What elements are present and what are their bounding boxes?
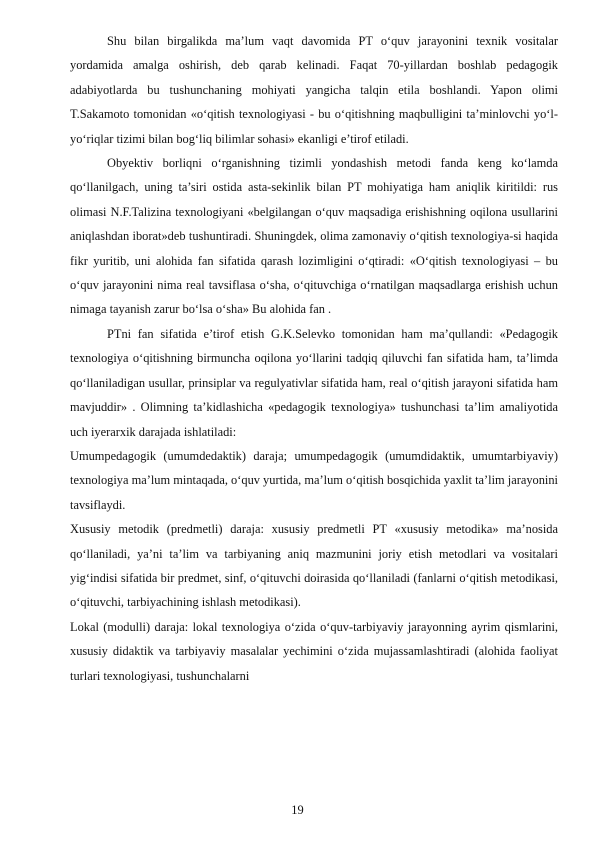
page-number: 19 <box>291 803 304 817</box>
paragraph-subject-level: Xususiy metodik (predmetli) daraja: xususiy predmetli PT «xususiy metodika» ma’nosida qo‘llaniladi, ya’ni ta’lim va tarbiyaning aniq mazmunini joriy etish metodlari va vositalari yig‘indisi sifatida bir predmet, sinf, o‘qituvchi doirasida qo‘llaniladi (fanlarni o‘qitish metodikasi, o‘qituvchi, tarbiyachining ishlash metodikasi). <box>70 522 558 610</box>
paragraph-general-level: Umumpedagogik (umumdedaktik) daraja; umumpedagogik (umumdidaktik, umumtarbiyaviy) texnologiya ma’lum mintaqada, o‘quv yurtida, ma’lum o‘qitish bosqichida yaxlit ta’lim jarayonini tavsiflaydi. <box>70 448 558 512</box>
paragraph-talizina: Obyektiv borliqni o‘rganishning tizimli yondashish metodi fanda keng ko‘lamda qo‘llanilgach, uning ta’siri ostida asta-sekinlik bilan PT mohiyatiga ham aniqlik kiritildi: rus olimasi N.F.Talizina texnologiyani «belgilangan o‘quv maqsadiga erishishning oqilona usullarini aniqlashdan iborat»deb tushuntiradi. Shuningdek, olima zamonaviy o‘qitish texnologiya-si haqida fikr yuritib, uni alohida fan sifatida qarash lozimligini o‘qtiradi: «O‘qitish texnologiyasi – bu o‘quv jarayonini nima real tavsiflasa o‘sha, o‘qituvchiga o‘rnatilgan maqsadlarga erishish uchun nimaga tayanish zarur bo‘lsa o‘sha» Bu alohida fan . <box>70 156 558 317</box>
document-page <box>70 29 558 688</box>
paragraph-selevko: PTni fan sifatida e’tirof etish G.K.Selevko tomonidan ham ma’qullandi: «Pedagogik texnologiya o‘qitishning birmuncha oqilona yo‘llarini tadqiq qiluvchi fan sifatida ham, ta’limda qo‘llaniladigan usullar, prinsiplar va regulyativlar sifatida ham, real o‘qitish jarayoni sifatida ham mavjuddir» . Olimning ta’kidlashicha «pedagogik texnologiya» tushunchasi ta’lim amaliyotida uch iyerarxik darajada ishlatiladi: <box>70 326 558 439</box>
paragraph-sakamoto: Shu bilan birgalikda ma’lum vaqt davomida PT o‘quv jarayonini texnik vositalar yordamida amalga oshirish, deb qarab kelinadi. Faqat 70-yillardan boshlab pedagogik adabiyotlarda bu tushunchaning mohiyati yangicha talqin etila boshlandi. Yapon olimi T.Sakamoto tomonidan «o‘qitish texnologiyasi - bu o‘qitishning maqbulligini ta’minlovchi yo‘l-yo‘riqlar tizimi bilan bog‘liq bilimlar sohasi» ekanligi e’tirof etiladi. <box>70 34 558 146</box>
paragraph-local-level: Lokal (modulli) daraja: lokal texnologiya o‘zida o‘quv-tarbiyaviy jarayonning ayrim qismlarini, xususiy didaktik va tarbiyaviy masalalar yechimini o‘zida mujassamlashtiradi (alohida faoliyat turlari texnologiyasi, tushunchalarni <box>70 619 558 683</box>
